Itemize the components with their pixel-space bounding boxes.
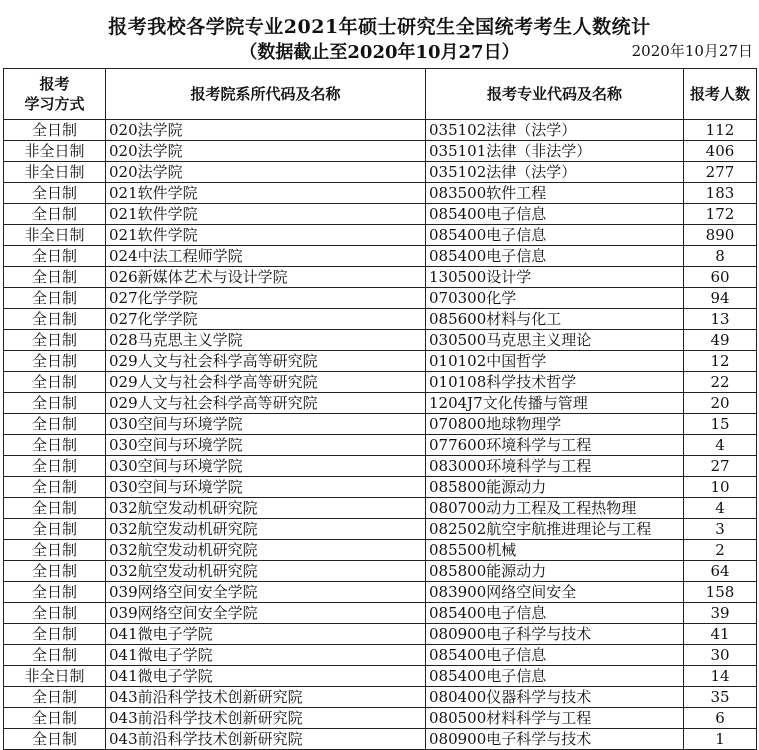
table-row xyxy=(4,519,757,540)
cell-count: 10 xyxy=(684,477,757,498)
cell-study-mode: 全日制 xyxy=(4,267,106,288)
cell-study-mode: 全日制 xyxy=(4,687,106,708)
cell-major: 082502航空宇航推进理论与工程 xyxy=(426,519,684,540)
cell-study-mode: 全日制 xyxy=(4,393,106,414)
cell-count: 277 xyxy=(684,162,757,183)
table-row xyxy=(4,225,757,246)
cell-study-mode: 全日制 xyxy=(4,309,106,330)
cell-department: 020法学院 xyxy=(106,162,426,183)
cell-major: 083900网络空间安全 xyxy=(426,582,684,603)
document-subtitle: （数据截止至2020年10月27日） xyxy=(239,42,520,63)
cell-department: 032航空发动机研究院 xyxy=(106,519,426,540)
cell-major: 035102法律（法学） xyxy=(426,120,684,141)
table-row xyxy=(4,540,757,561)
cell-department: 043前沿科学技术创新研究院 xyxy=(106,687,426,708)
cell-major: 085400电子信息 xyxy=(426,645,684,666)
cell-department: 030空间与环境学院 xyxy=(106,414,426,435)
table-row xyxy=(4,120,757,141)
cell-department: 039网络空间安全学院 xyxy=(106,582,426,603)
cell-department: 041微电子学院 xyxy=(106,624,426,645)
cell-count: 12 xyxy=(684,351,757,372)
table-header-row xyxy=(4,69,757,120)
cell-study-mode: 全日制 xyxy=(4,708,106,729)
cell-department: 021软件学院 xyxy=(106,183,426,204)
document-title: 报考我校各学院专业2021年硕士研究生全国统考考生人数统计 xyxy=(108,16,651,38)
cell-major: 085400电子信息 xyxy=(426,246,684,267)
table-row xyxy=(4,393,757,414)
cell-count: 8 xyxy=(684,246,757,267)
table-row xyxy=(4,141,757,162)
table-row xyxy=(4,624,757,645)
table-row xyxy=(4,309,757,330)
table-row xyxy=(4,435,757,456)
table-row xyxy=(4,414,757,435)
table-row xyxy=(4,456,757,477)
cell-department: 032航空发动机研究院 xyxy=(106,561,426,582)
table-row xyxy=(4,708,757,729)
cell-department: 027化学学院 xyxy=(106,288,426,309)
table-row xyxy=(4,288,757,309)
cell-major: 1204J7文化传播与管理 xyxy=(426,393,684,414)
cell-major: 080700动力工程及工程热物理 xyxy=(426,498,684,519)
cell-count: 60 xyxy=(684,267,757,288)
cell-major: 077600环境科学与工程 xyxy=(426,435,684,456)
cell-study-mode: 全日制 xyxy=(4,204,106,225)
table-row xyxy=(4,729,757,750)
cell-department: 027化学学院 xyxy=(106,309,426,330)
cell-major: 130500设计学 xyxy=(426,267,684,288)
cell-count: 158 xyxy=(684,582,757,603)
cell-count: 64 xyxy=(684,561,757,582)
cell-study-mode: 全日制 xyxy=(4,561,106,582)
cell-major: 085400电子信息 xyxy=(426,225,684,246)
table-row xyxy=(4,498,757,519)
cell-major: 080900电子科学与技术 xyxy=(426,624,684,645)
cell-study-mode: 全日制 xyxy=(4,540,106,561)
cell-department: 043前沿科学技术创新研究院 xyxy=(106,708,426,729)
cell-count: 890 xyxy=(684,225,757,246)
cell-department: 032航空发动机研究院 xyxy=(106,540,426,561)
table-row xyxy=(4,477,757,498)
cell-study-mode: 全日制 xyxy=(4,729,106,750)
cell-major: 070300化学 xyxy=(426,288,684,309)
cell-study-mode: 全日制 xyxy=(4,456,106,477)
cell-department: 043前沿科学技术创新研究院 xyxy=(106,729,426,750)
cell-major: 085400电子信息 xyxy=(426,603,684,624)
column-header-study-mode xyxy=(4,69,106,120)
cell-count: 3 xyxy=(684,519,757,540)
cell-study-mode: 非全日制 xyxy=(4,666,106,687)
cell-study-mode: 全日制 xyxy=(4,498,106,519)
cell-department: 020法学院 xyxy=(106,120,426,141)
cell-count: 1 xyxy=(684,729,757,750)
cell-department: 021软件学院 xyxy=(106,204,426,225)
cell-department: 030空间与环境学院 xyxy=(106,456,426,477)
table-row xyxy=(4,204,757,225)
cell-study-mode: 全日制 xyxy=(4,120,106,141)
cell-study-mode: 全日制 xyxy=(4,414,106,435)
document-date: 2020年10月27日 xyxy=(631,42,753,60)
cell-study-mode: 全日制 xyxy=(4,477,106,498)
cell-study-mode: 全日制 xyxy=(4,435,106,456)
cell-count: 35 xyxy=(684,687,757,708)
cell-study-mode: 全日制 xyxy=(4,183,106,204)
cell-count: 39 xyxy=(684,603,757,624)
cell-count: 13 xyxy=(684,309,757,330)
cell-count: 27 xyxy=(684,456,757,477)
table-row xyxy=(4,162,757,183)
registration-table xyxy=(3,68,757,750)
cell-major: 030500马克思主义理论 xyxy=(426,330,684,351)
cell-count: 22 xyxy=(684,372,757,393)
cell-department: 029人文与社会科学高等研究院 xyxy=(106,393,426,414)
table-row xyxy=(4,330,757,351)
table-row xyxy=(4,666,757,687)
cell-count: 112 xyxy=(684,120,757,141)
cell-count: 49 xyxy=(684,330,757,351)
cell-study-mode: 全日制 xyxy=(4,582,106,603)
cell-department: 039网络空间安全学院 xyxy=(106,603,426,624)
cell-major: 085500机械 xyxy=(426,540,684,561)
cell-study-mode: 全日制 xyxy=(4,246,106,267)
cell-major: 085800能源动力 xyxy=(426,477,684,498)
cell-count: 14 xyxy=(684,666,757,687)
cell-count: 4 xyxy=(684,498,757,519)
cell-study-mode: 全日制 xyxy=(4,624,106,645)
table-row xyxy=(4,246,757,267)
table-row xyxy=(4,645,757,666)
column-header-major: 报考专业代码及名称 xyxy=(426,69,684,120)
column-header-count: 报考人数 xyxy=(684,69,757,120)
table-row xyxy=(4,582,757,603)
cell-study-mode: 全日制 xyxy=(4,288,106,309)
cell-major: 035102法律（法学） xyxy=(426,162,684,183)
table-row xyxy=(4,267,757,288)
cell-department: 020法学院 xyxy=(106,141,426,162)
cell-major: 080400仪器科学与技术 xyxy=(426,687,684,708)
cell-major: 085600材料与化工 xyxy=(426,309,684,330)
cell-department: 032航空发动机研究院 xyxy=(106,498,426,519)
cell-count: 94 xyxy=(684,288,757,309)
cell-department: 029人文与社会科学高等研究院 xyxy=(106,372,426,393)
cell-major: 035101法律（非法学） xyxy=(426,141,684,162)
column-header-study-mode-line2: 学习方式 xyxy=(24,95,85,113)
cell-department: 021软件学院 xyxy=(106,225,426,246)
cell-department: 028马克思主义学院 xyxy=(106,330,426,351)
cell-count: 4 xyxy=(684,435,757,456)
table-row xyxy=(4,183,757,204)
cell-study-mode: 全日制 xyxy=(4,351,106,372)
cell-count: 2 xyxy=(684,540,757,561)
table-row xyxy=(4,372,757,393)
cell-study-mode: 全日制 xyxy=(4,330,106,351)
cell-major: 070800地球物理学 xyxy=(426,414,684,435)
cell-count: 30 xyxy=(684,645,757,666)
table-row xyxy=(4,603,757,624)
cell-study-mode: 全日制 xyxy=(4,372,106,393)
cell-study-mode: 全日制 xyxy=(4,519,106,540)
cell-study-mode: 全日制 xyxy=(4,603,106,624)
cell-department: 030空间与环境学院 xyxy=(106,435,426,456)
cell-count: 172 xyxy=(684,204,757,225)
cell-study-mode: 非全日制 xyxy=(4,141,106,162)
cell-count: 20 xyxy=(684,393,757,414)
column-header-study-mode-line1: 报考 xyxy=(39,75,70,93)
cell-department: 030空间与环境学院 xyxy=(106,477,426,498)
cell-major: 080500材料科学与工程 xyxy=(426,708,684,729)
cell-department: 041微电子学院 xyxy=(106,645,426,666)
cell-major: 010108科学技术哲学 xyxy=(426,372,684,393)
table-row xyxy=(4,351,757,372)
cell-count: 183 xyxy=(684,183,757,204)
cell-major: 083000环境科学与工程 xyxy=(426,456,684,477)
cell-major: 085400电子信息 xyxy=(426,666,684,687)
cell-major: 085400电子信息 xyxy=(426,204,684,225)
cell-study-mode: 非全日制 xyxy=(4,225,106,246)
table-body xyxy=(4,120,757,750)
cell-department: 029人文与社会科学高等研究院 xyxy=(106,351,426,372)
cell-major: 085800能源动力 xyxy=(426,561,684,582)
cell-count: 41 xyxy=(684,624,757,645)
cell-major: 010102中国哲学 xyxy=(426,351,684,372)
cell-department: 024中法工程师学院 xyxy=(106,246,426,267)
column-header-department: 报考院系所代码及名称 xyxy=(106,69,426,120)
cell-study-mode: 非全日制 xyxy=(4,162,106,183)
cell-study-mode: 全日制 xyxy=(4,645,106,666)
cell-count: 406 xyxy=(684,141,757,162)
cell-department: 041微电子学院 xyxy=(106,666,426,687)
table-row xyxy=(4,561,757,582)
cell-count: 6 xyxy=(684,708,757,729)
table-row xyxy=(4,687,757,708)
cell-major: 083500软件工程 xyxy=(426,183,684,204)
cell-major: 080900电子科学与技术 xyxy=(426,729,684,750)
cell-count: 15 xyxy=(684,414,757,435)
cell-department: 026新媒体艺术与设计学院 xyxy=(106,267,426,288)
